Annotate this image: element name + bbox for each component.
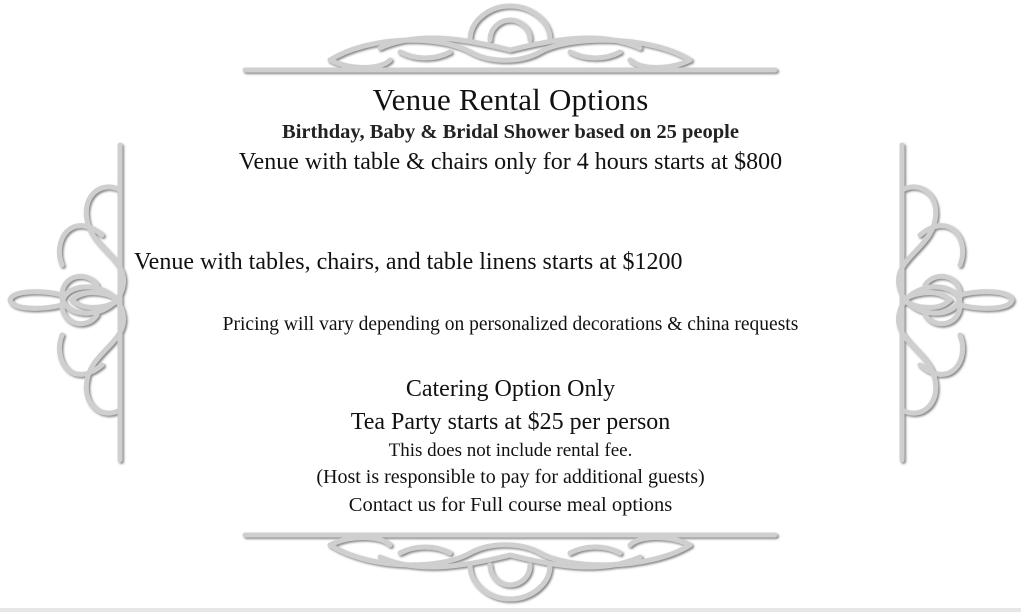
- page-title: Venue Rental Options: [372, 82, 649, 117]
- contact-note: Contact us for Full course meal options: [348, 494, 673, 516]
- pricing-note: Pricing will vary depending on personalized decorations & china requests: [222, 314, 799, 335]
- host-guests-note: (Host is responsible to pay for additional guests): [316, 466, 705, 488]
- rental-option-basic: Venue with table & chairs only for 4 hours starts at $800: [238, 149, 783, 175]
- rental-option-linens: Venue with tables, chairs, and table linens starts at $1200: [134, 249, 683, 275]
- rental-fee-note: This does not include rental fee.: [388, 440, 633, 461]
- catering-heading: Catering Option Only: [405, 376, 616, 402]
- tea-party-price: Tea Party starts at $25 per person: [350, 409, 671, 435]
- bottom-divider: [0, 608, 1021, 612]
- bottom-flourish-icon: [240, 515, 780, 605]
- page-subtitle: Birthday, Baby & Bridal Shower based on 25 people: [282, 121, 739, 143]
